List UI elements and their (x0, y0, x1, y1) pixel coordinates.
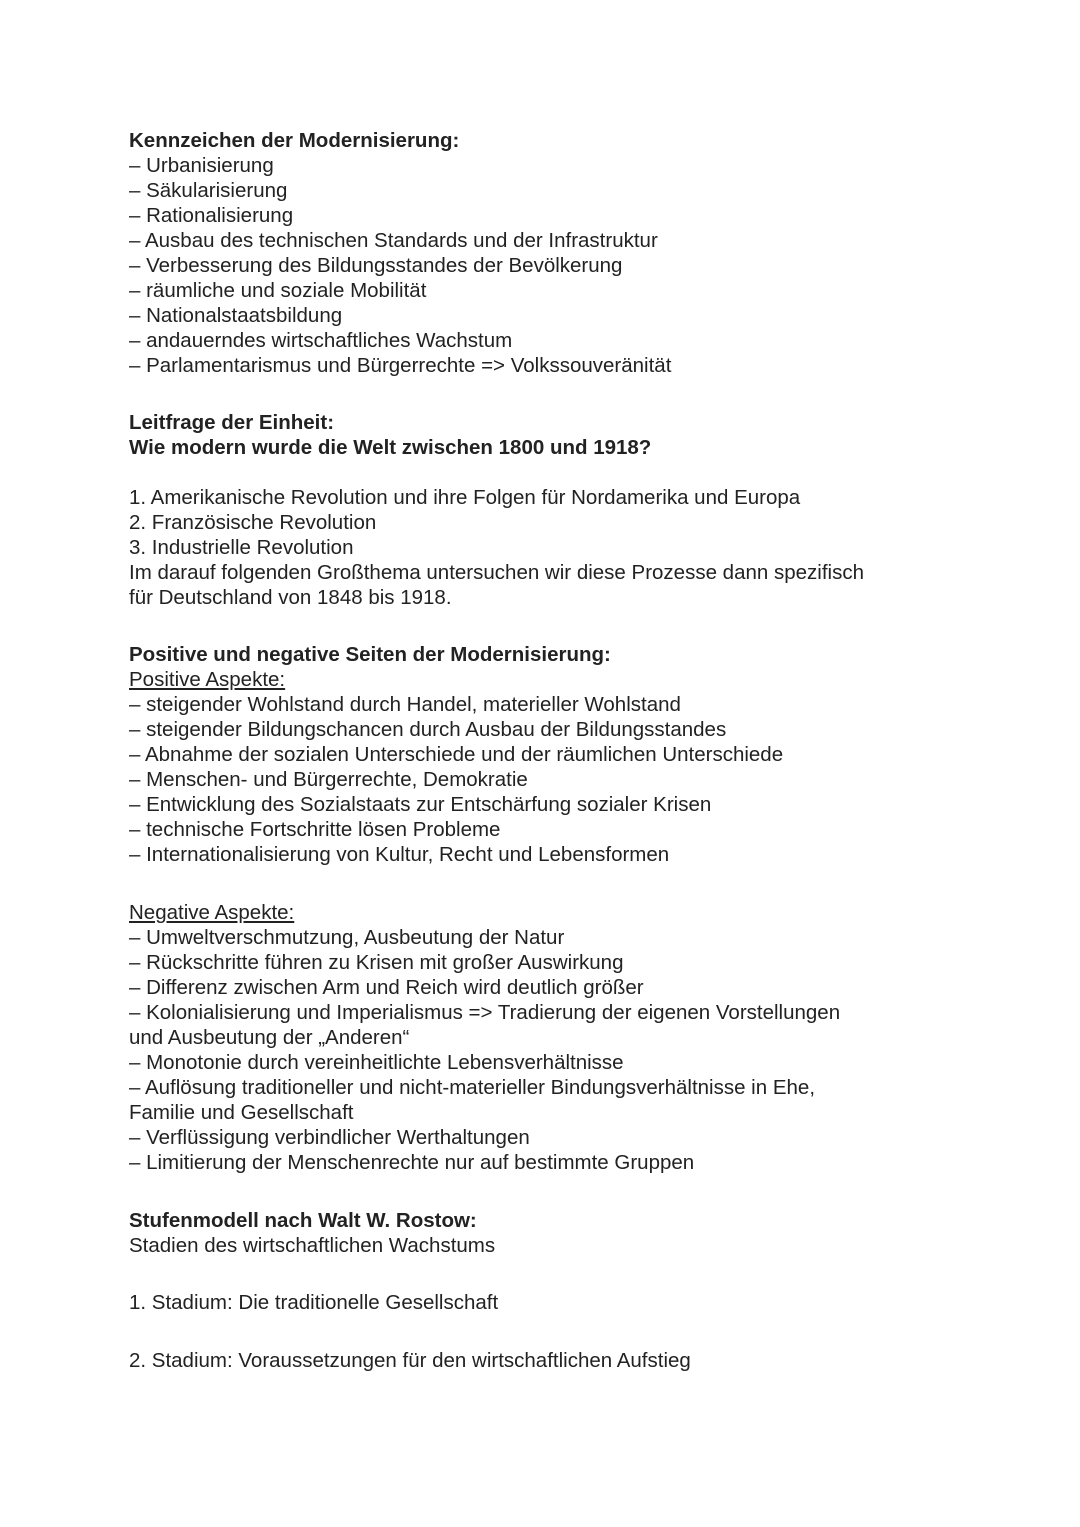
section-heading: Kennzeichen der Modernisierung: (129, 129, 460, 152)
section-leitfrage (129, 410, 929, 610)
stage-item: 2. Stadium: Voraussetzungen für den wirtschaftlichen Aufstieg (129, 1349, 691, 1372)
positive-aspects-label: Positive Aspekte: (129, 668, 286, 691)
list-item: – Auflösung traditioneller und nicht-materieller Bindungsverhältnisse in Ehe, (129, 1076, 816, 1099)
spacer (129, 867, 929, 900)
list-item: – Rationalisierung (129, 204, 294, 227)
list-item-continuation: und Ausbeutung der „Anderen“ (129, 1026, 410, 1049)
list-item: – Urbanisierung (129, 154, 274, 177)
list-item: – Entwicklung des Sozialstaats zur Entschärfung sozialer Krisen (129, 793, 712, 816)
list-item: – Monotonie durch vereinheitlichte Lebensverhältnisse (129, 1051, 624, 1074)
section-seiten (129, 642, 929, 1175)
paragraph-line: Im darauf folgenden Großthema untersuchen wir diese Prozesse dann spezifisch (129, 561, 864, 584)
list-item: – andauerndes wirtschaftliches Wachstum (129, 329, 513, 352)
list-item: 2. Französische Revolution (129, 511, 377, 534)
list-item: – Internationalisierung von Kultur, Recht und Lebensformen (129, 843, 670, 866)
list-item: – Parlamentarismus und Bürgerrechte => Volkssouveränität (129, 354, 672, 377)
list-item: – Kolonialisierung und Imperialismus => Tradierung der eigenen Vorstellungen (129, 1001, 841, 1024)
list-item: – technische Fortschritte lösen Probleme (129, 818, 501, 841)
spacer (129, 1258, 929, 1290)
section-rostow (129, 1208, 929, 1373)
section-subtitle: Stadien des wirtschaftlichen Wachstums (129, 1234, 496, 1257)
list-item: – Nationalstaatsbildung (129, 304, 343, 327)
spacer (129, 460, 929, 485)
list-item: – Verbesserung des Bildungsstandes der Bevölkerung (129, 254, 623, 277)
section-heading: Positive und negative Seiten der Modernisierung: (129, 643, 611, 666)
list-item: – steigender Bildungschancen durch Ausbau der Bildungsstandes (129, 718, 727, 741)
guiding-question: Wie modern wurde die Welt zwischen 1800 und 1918? (129, 436, 652, 459)
spacer (129, 1315, 929, 1348)
section-heading: Stufenmodell nach Walt W. Rostow: (129, 1209, 477, 1232)
list-item: – Ausbau des technischen Standards und der Infrastruktur (129, 229, 658, 252)
document-page (129, 128, 929, 1373)
spacer (129, 378, 929, 410)
list-item: – Menschen- und Bürgerrechte, Demokratie (129, 768, 528, 791)
list-item: 3. Industrielle Revolution (129, 536, 354, 559)
list-item: – Säkularisierung (129, 179, 288, 202)
section-heading: Leitfrage der Einheit: (129, 411, 335, 434)
list-item: – Umweltverschmutzung, Ausbeutung der Natur (129, 926, 565, 949)
paragraph-line: für Deutschland von 1848 bis 1918. (129, 586, 452, 609)
list-item: – Verflüssigung verbindlicher Werthaltungen (129, 1126, 530, 1149)
list-item: – Abnahme der sozialen Unterschiede und der räumlichen Unterschiede (129, 743, 784, 766)
section-kennzeichen (129, 128, 929, 378)
stage-item: 1. Stadium: Die traditionelle Gesellschaft (129, 1291, 499, 1314)
list-item: – Differenz zwischen Arm und Reich wird deutlich größer (129, 976, 644, 999)
list-item-continuation: Familie und Gesellschaft (129, 1101, 354, 1124)
list-item: – räumliche und soziale Mobilität (129, 279, 427, 302)
negative-aspects-label: Negative Aspekte: (129, 901, 295, 924)
list-item: – Limitierung der Menschenrechte nur auf bestimmte Gruppen (129, 1151, 695, 1174)
spacer (129, 610, 929, 642)
list-item: 1. Amerikanische Revolution und ihre Folgen für Nordamerika und Europa (129, 486, 801, 509)
list-item: – steigender Wohlstand durch Handel, materieller Wohlstand (129, 693, 681, 716)
spacer (129, 1175, 929, 1208)
list-item: – Rückschritte führen zu Krisen mit großer Auswirkung (129, 951, 624, 974)
